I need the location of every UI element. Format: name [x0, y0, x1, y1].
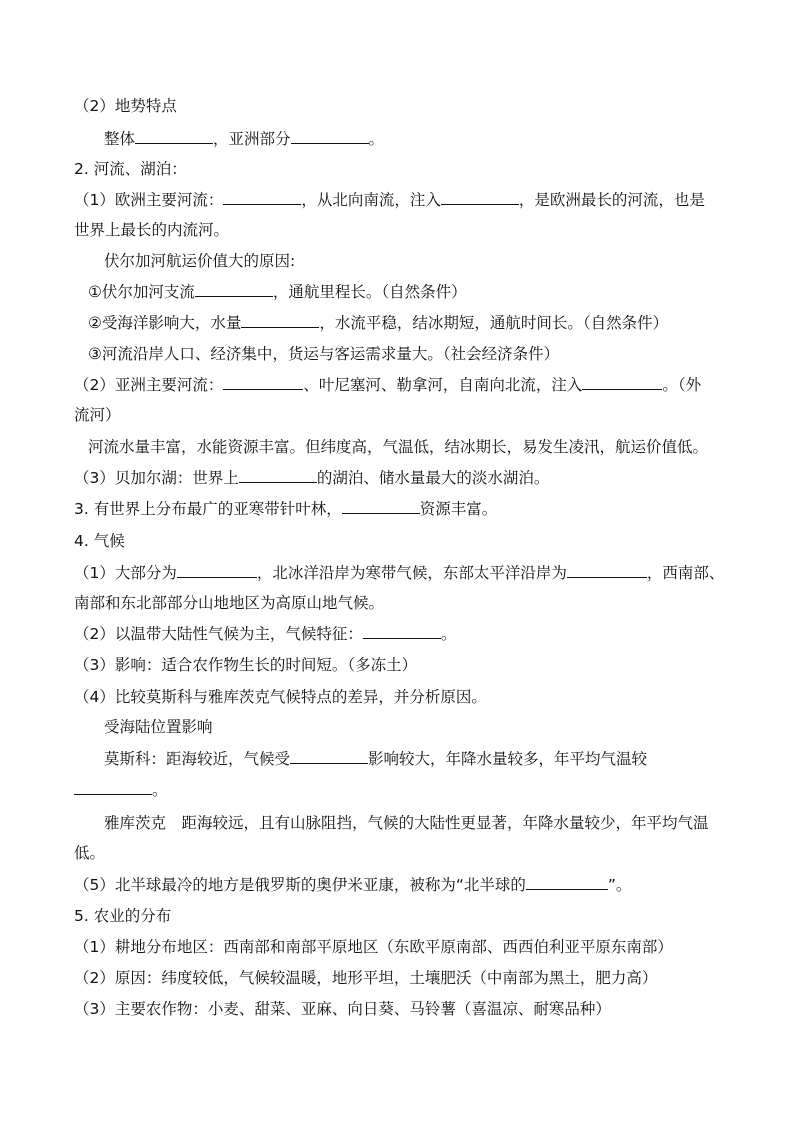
text: （2）以温带大陆性气候为主，气候特征： [74, 625, 363, 643]
text: （4）比较莫斯科与雅库茨克气候特点的差异，并分析原因。 [74, 688, 487, 706]
text: ①伏尔加河支流 [88, 283, 195, 301]
text: 、叶尼塞河、勒拿河，自南向北流，注入 [303, 376, 583, 394]
text: 伏尔加河航运价值大的原因: [104, 252, 296, 270]
text: ，通航里程长。（自然条件） [272, 283, 467, 301]
yakutsk-line-2 [74, 842, 734, 864]
text: （2）地势特点 [74, 97, 177, 115]
text: （1）耕地分布地区：西南部和南部平原地区（东欧平原南部、西西伯利亚平原东南部） [74, 938, 673, 956]
fill-blank[interactable] [342, 499, 420, 514]
text: 整体 [104, 130, 136, 148]
text: 南部和东北部部分山地地区为高原山地气候。 [74, 594, 385, 612]
yakutsk-line [104, 812, 764, 834]
text: 低。 [74, 844, 106, 862]
fill-blank[interactable] [526, 875, 608, 890]
asia-rivers-line [74, 374, 734, 396]
text: （3）影响：适合农作物生长的时间短。（多冻土） [74, 656, 418, 674]
text: （1）欧洲主要河流： [74, 191, 224, 209]
volga-reason-3 [88, 343, 748, 365]
volga-reason-2 [88, 312, 748, 334]
text: 。（外 [662, 376, 702, 394]
climate-line-5 [74, 874, 734, 896]
europe-rivers-line-2 [74, 219, 734, 241]
moscow-line [104, 748, 764, 770]
asia-rivers-note [88, 436, 748, 458]
text: 。 [368, 130, 385, 148]
text: ，亚洲部分 [213, 130, 291, 148]
text: ，西南部、 [646, 564, 725, 582]
text: 雅库茨克 距海较远，且有山脉阻挡，气候的大陆性更显著，年降水量较少，年平均气温 [104, 814, 709, 832]
climate-influence [104, 716, 764, 738]
agriculture-line-2 [74, 967, 734, 989]
text: 的湖泊、储水量最大的淡水湖泊。 [316, 469, 550, 487]
fill-blank[interactable] [567, 563, 647, 578]
heading-rivers-lakes [74, 158, 734, 180]
text: ”。 [607, 876, 632, 894]
forest-line [74, 498, 734, 520]
fill-blank[interactable] [177, 563, 257, 578]
fill-blank[interactable] [291, 129, 369, 144]
text: （3）贝加尔湖：世界上 [74, 469, 239, 487]
text: （2）亚洲主要河流： [74, 376, 224, 394]
text: ，水流平稳，结冰期短，通航时间长。（自然条件） [319, 314, 669, 332]
heading-climate [74, 530, 734, 552]
text: 资源丰富。 [419, 500, 498, 518]
text: ②受海洋影响大，水量 [88, 314, 242, 332]
text: （1）大部分为 [74, 564, 177, 582]
asia-rivers-line-2 [74, 404, 734, 426]
fill-blank[interactable] [223, 375, 303, 390]
text: 2. 河流、湖泊： [74, 160, 187, 178]
climate-line-4 [74, 686, 734, 708]
text: 4. 气候 [74, 532, 125, 550]
fill-blank[interactable] [363, 624, 441, 639]
fill-blank[interactable] [223, 190, 301, 205]
fill-blank[interactable] [135, 129, 213, 144]
text: 莫斯科：距海较近，气候受 [104, 750, 291, 768]
europe-rivers-line [74, 189, 734, 211]
agriculture-line-1 [74, 936, 734, 958]
text: ，北冰洋沿岸为寒带气候，东部太平洋沿岸为 [256, 564, 567, 582]
heading-terrain-features [74, 95, 734, 117]
text: 受海陆位置影响 [104, 718, 213, 736]
heading-agriculture [74, 905, 734, 927]
text: ③河流沿岸人口、经济集中，货运与客运需求量大。（社会经济条件） [88, 345, 560, 363]
text: 5. 农业的分布 [74, 907, 172, 925]
text: 。 [440, 625, 457, 643]
fill-blank[interactable] [290, 749, 368, 764]
fill-blank[interactable] [582, 375, 662, 390]
fill-blank[interactable] [74, 780, 152, 795]
text: 河流水量丰富，水能资源丰富。但纬度高，气温低，结冰期长，易发生凌汛，航运价值低。 [88, 438, 709, 456]
climate-line-3 [74, 654, 734, 676]
terrain-line [104, 128, 764, 150]
text: （5）北半球最冷的地方是俄罗斯的奥伊米亚康，被称为“北半球的 [74, 876, 526, 894]
volga-reason-1 [88, 281, 748, 303]
text: 3. 有世界上分布最广的亚寒带针叶林， [74, 500, 342, 518]
text: 影响较大，年降水量较多，年平均气温较 [368, 750, 648, 768]
text: 流河） [74, 406, 121, 424]
agriculture-line-3 [74, 998, 734, 1020]
fill-blank[interactable] [195, 282, 273, 297]
text: ，从北向南流，注入 [301, 191, 441, 209]
baikal-line [74, 467, 734, 489]
fill-blank[interactable] [441, 190, 519, 205]
climate-line-2 [74, 623, 734, 645]
volga-reasons-heading [104, 250, 764, 272]
text: （2）原因：纬度较低，气候较温暖，地形平坦，土壤肥沃（中南部为黑土，肥力高） [74, 969, 658, 987]
text: 世界上最长的内流河。 [74, 221, 230, 239]
moscow-line-2 [74, 779, 734, 801]
fill-blank[interactable] [241, 313, 319, 328]
text: 。 [152, 781, 168, 799]
text: ，是欧洲最长的河流，也是 [518, 191, 705, 209]
climate-line-1 [74, 562, 734, 584]
text: （3）主要农作物：小麦、甜菜、亚麻、向日葵、马铃薯（喜温凉、耐寒品种） [74, 1000, 611, 1018]
fill-blank[interactable] [239, 468, 317, 483]
climate-line-1b [74, 592, 734, 614]
